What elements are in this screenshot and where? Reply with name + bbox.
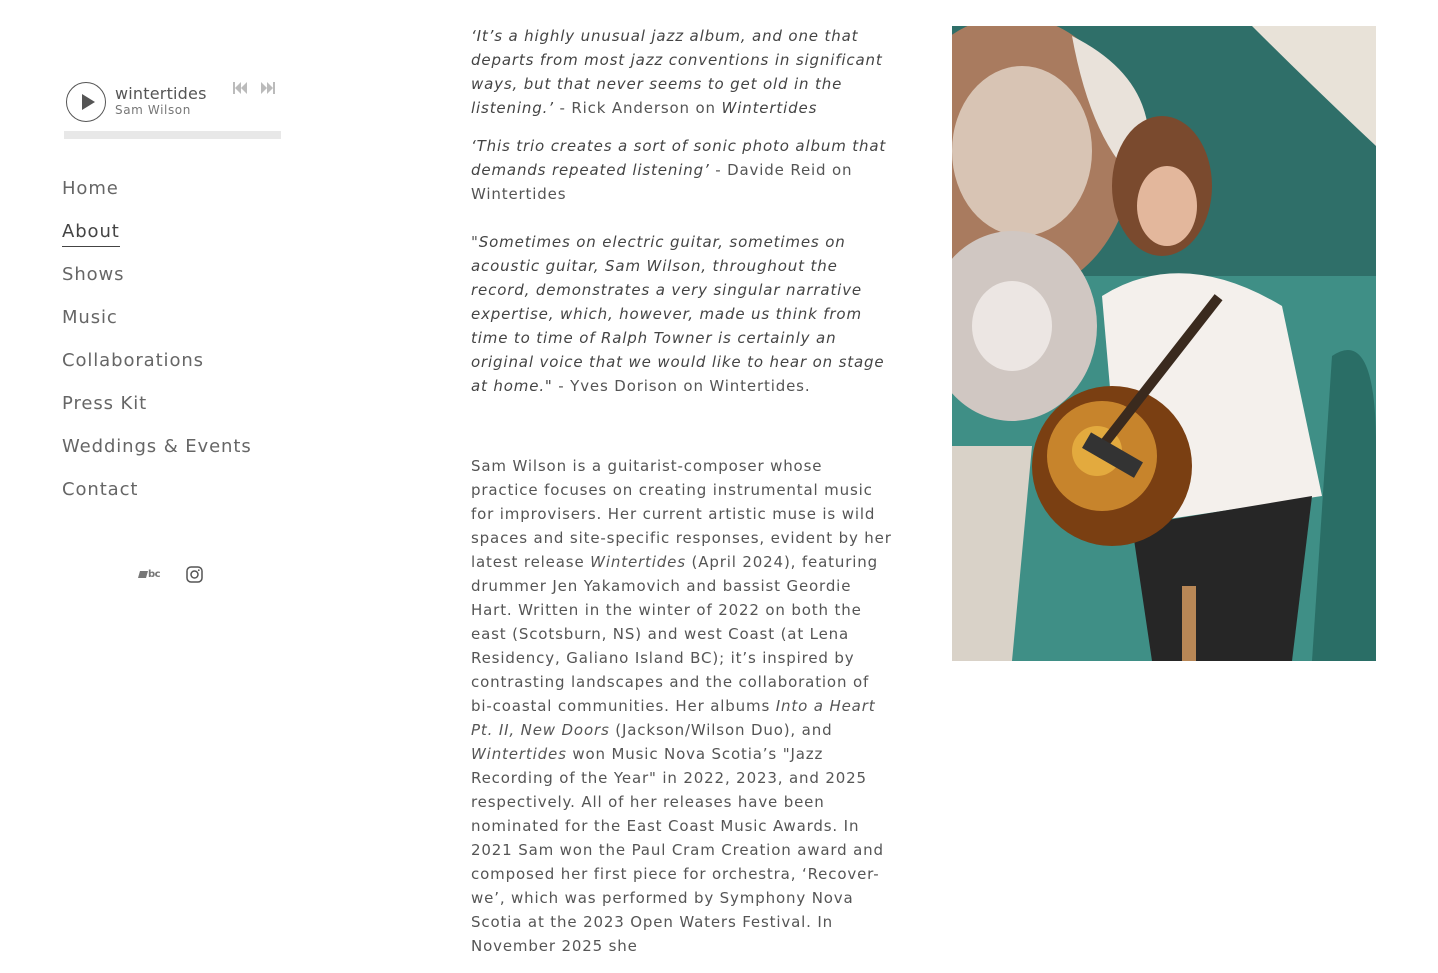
bio-text: (Jackson/Wilson Duo), and (609, 721, 833, 739)
skip-next-icon (260, 80, 276, 96)
instagram-icon[interactable] (186, 566, 203, 583)
album-title: Wintertides (590, 553, 686, 571)
artist-photo (952, 26, 1376, 661)
album-title: Wintertides (471, 745, 567, 763)
previous-track-button[interactable] (232, 80, 248, 100)
album-title: Into a Heart Pt. II, New Doors (471, 697, 876, 739)
bio-text: (April 2024), featuring drummer Jen Yakamovich and bassist Geordie Hart. Written in the winter of 2022 on both the east (Scotsburn, NS) and west Coast (at Lena Residency, Galiano Island BC); it’s inspired by contrasting landscapes and the collaboration of bi-coastal communities. Her albums (471, 553, 878, 715)
quote-text: Sometimes on electric guitar, sometimes on acoustic guitar, Sam Wilson, throughout the record, demonstrates a very singular narrative expertise, which, however, made us think from time to time of Ralph Towner is certainly an original voice that we would like to hear on stage at home." (471, 233, 885, 395)
quote-attribution-title: Wintertides (721, 99, 818, 117)
press-quote (471, 230, 895, 398)
nav-collaborations[interactable]: Collaborations (62, 350, 204, 371)
bio-paragraph (471, 454, 895, 958)
nav-contact[interactable]: Contact (62, 479, 139, 500)
play-icon (82, 94, 95, 110)
press-quote (471, 24, 895, 120)
bio-text: Sam Wilson is a guitarist-composer whose practice focuses on creating instrumental music for improvisers. Her current artistic muse is wild spaces and site-specific responses, evident by her latest release (471, 457, 892, 571)
progress-bar[interactable] (64, 131, 281, 139)
quote-attribution: - Davide Reid on Wintertides (471, 161, 853, 203)
press-quote (471, 134, 895, 206)
quote-attribution: - Yves Dorison on Wintertides. (552, 377, 811, 395)
nav-home[interactable]: Home (62, 178, 119, 199)
quote-attribution: - Rick Anderson on (553, 99, 722, 117)
play-button[interactable] (66, 82, 106, 122)
nav-weddings-events[interactable]: Weddings & Events (62, 436, 252, 457)
track-title: wintertides (115, 84, 207, 103)
track-artist: Sam Wilson (115, 103, 191, 117)
nav-about[interactable]: About (62, 221, 252, 264)
nav-music[interactable]: Music (62, 307, 118, 328)
quote-text: ‘It’s a highly unusual jazz album, and one that departs from most jazz conventions in significant ways, but that never seems to get old in the listening.’ (471, 27, 883, 117)
quote-text: ‘This trio creates a sort of sonic photo album that demands repeated listening’ (471, 137, 887, 179)
bandcamp-label: bc (148, 569, 161, 580)
about-content (471, 24, 895, 973)
bio-text: won Music Nova Scotia’s "Jazz Recording of the Year" in 2022, 2023, and 2025 respectively. All of her releases have been nominated for the East Coast Music Awards. In 2021 Sam won the Paul Cram Creation award and composed her first piece for orchestra, ‘Recover-we’, which was performed by Symphony Nova Scotia at the 2023 Open Waters Festival. In November 2025 she (471, 745, 884, 955)
next-track-button[interactable] (260, 80, 276, 100)
nav-shows[interactable]: Shows (62, 264, 125, 285)
bandcamp-icon[interactable] (138, 569, 160, 580)
quote-open-mark: " (471, 233, 479, 251)
main-nav (62, 178, 252, 522)
skip-previous-icon (232, 80, 248, 96)
nav-press-kit[interactable]: Press Kit (62, 393, 148, 414)
